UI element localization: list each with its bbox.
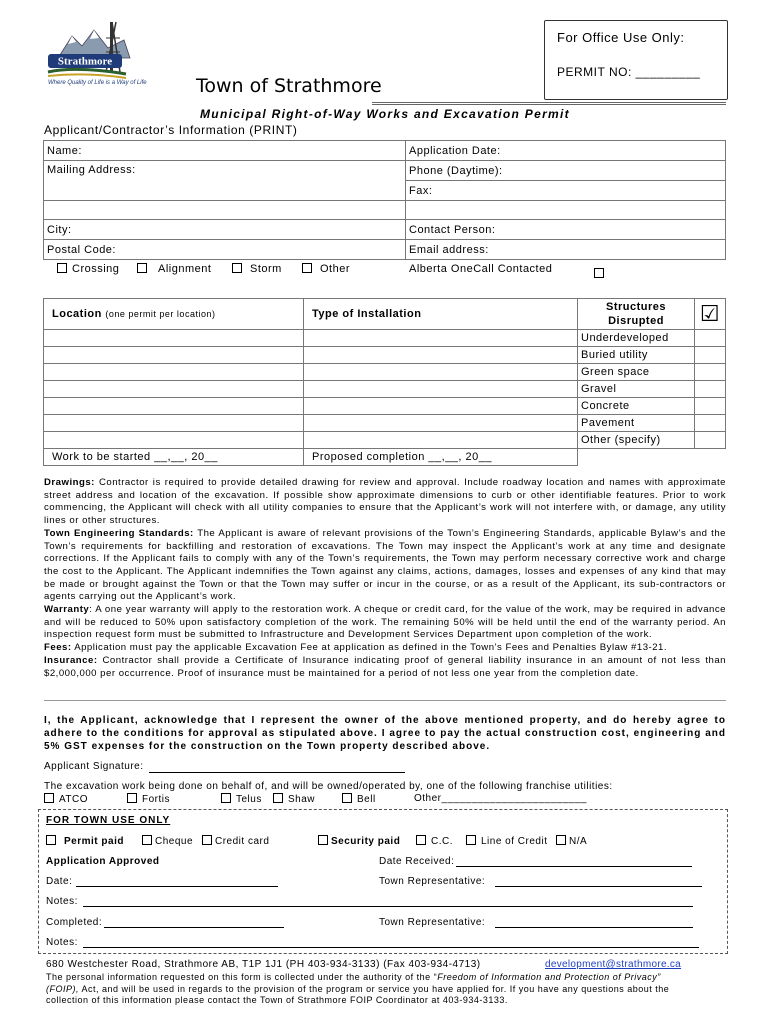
shaw-label: Shaw	[288, 794, 316, 805]
telus-checkbox[interactable]	[221, 793, 231, 803]
structure-item: Buried utility	[578, 347, 695, 364]
application-approved-label: Application Approved	[46, 856, 160, 867]
cc-checkbox[interactable]	[416, 835, 426, 845]
alberta-onecall-checkbox[interactable]	[594, 268, 604, 278]
applicant-signature-label: Applicant Signature:	[44, 761, 144, 772]
crossing-label: Crossing	[72, 263, 120, 275]
structures-header: Structures Disrupted	[578, 299, 695, 330]
location-cell[interactable]	[44, 330, 304, 347]
applicant-info-table	[43, 140, 726, 260]
bell-checkbox[interactable]	[342, 793, 352, 803]
town-rep-label: Town Representative:	[379, 876, 486, 887]
alberta-onecall-label: Alberta OneCall Contacted	[409, 263, 553, 275]
privacy-notice: The personal information requested on this form is collected under the authority of the “Freedom of Information and Protection of Privacy” (FOIP), Act, and will be used in regards to the provision of the program or service you have applied for. If you have any questions about the collection of this information please contact the Town of Strathmore FOIP Coordinator at 403-934-3133.	[46, 972, 670, 1005]
check-mark-icon: ☑	[695, 299, 726, 330]
storm-label: Storm	[250, 263, 282, 275]
security-paid-checkbox[interactable]	[318, 835, 328, 845]
date-label: Date:	[46, 876, 73, 887]
structure-item: Pavement	[578, 415, 695, 432]
notes-label: Notes:	[46, 896, 78, 907]
town-rep-label-2: Town Representative:	[379, 917, 486, 928]
type-header: Type of Installation	[304, 299, 578, 330]
town-name: Town of Strathmore	[196, 75, 382, 97]
other-label: Other	[320, 263, 351, 275]
date-line[interactable]	[76, 886, 278, 887]
form-title: Municipal Right-of-Way Works and Excavation Permit	[200, 107, 570, 121]
mailing-address-field[interactable]: Mailing Address:	[44, 161, 406, 201]
structure-check[interactable]	[695, 415, 726, 432]
structure-item: Concrete	[578, 398, 695, 415]
na-checkbox[interactable]	[556, 835, 566, 845]
contact-person-field[interactable]: Contact Person:	[406, 220, 726, 240]
applicant-signature-line[interactable]	[149, 772, 405, 773]
logo-tagline: Where Quality of Life is a Way of Life	[48, 80, 147, 86]
credit-card-checkbox[interactable]	[202, 835, 212, 845]
permit-no-field[interactable]: PERMIT NO: _________	[557, 65, 701, 79]
application-date-field[interactable]: Application Date:	[406, 141, 726, 161]
bell-label: Bell	[357, 794, 376, 805]
section-title: Applicant/Contractor’s Information (PRINT)	[44, 123, 298, 137]
atco-label: ATCO	[59, 794, 89, 805]
office-use-title: For Office Use Only:	[557, 30, 685, 45]
structure-item: Green space	[578, 364, 695, 381]
footer-address: 680 Westchester Road, Strathmore AB, T1P 1J1 (PH 403-934-3133) (Fax 403-934-4713)	[46, 959, 481, 970]
completed-line[interactable]	[104, 927, 284, 928]
storm-checkbox[interactable]	[232, 263, 242, 273]
other-utility-field[interactable]: Other________________________	[414, 793, 587, 804]
structure-item: Other (specify)	[578, 432, 695, 449]
utilities-text: The excavation work being done on behalf of, and will be owned/operated by, one of the following franchise utilities:	[44, 781, 613, 792]
fax-field[interactable]: Fax:	[406, 181, 726, 201]
terms-conditions: Drawings: Contractor is required to provide detailed drawing for review and approval. Include roadway location and names with approximate street address and location of the excavation. If possible show approximate dimensions to curb or other identifiable features. Prior to work commencing, the Applicant will check with all utility companies to ensure that the Applicant’s work will not interfere with, or damage, any utility lines or other structures. Town Engineering Standards: The Applicant is aware of relevant provisions of the Town’s Engineering Standards, applicable Bylaw’s and the Town’s requirements for backfilling and restoration of excavations. The Town may inspect the Applicant’s work at any time and designate corrections. If the Applicant fails to comply with any of the Town’s requirements, the Town may perform necessary corrective work and charge the cost to the Applicant. The Applicant indemnifies the Town against any claims, actions, damages, losses and expenses of any kind that may be made or brought against the Town or that the Town may suffer or incur in the course, or as a result of the Applicant, its sub-contractors or agents carrying out the Applicant’s work. Warranty: A one year warranty will apply to the restoration work. A cheque or credit card, for the value of the work, may be required in advance and will be reduced to 50% upon satisfactory completion of the work. The remaining 50% will be held until the end of the warranty period. An inspection request form must be submitted to Infrastructure and Development Services Department upon completion of the work. Fees: Application must pay the applicable Excavation Fee at application as defined in the Town’s Fees and Penalties Bylaw #13-21. Insurance: Contractor shall provide a Certificate of Insurance indicating proof of general liability insurance in an amount of not less than $2,000,000 per occurrence. Proof of insurance must be maintained for a period of not less one year from the completion date.	[44, 477, 726, 679]
line-of-credit-checkbox[interactable]	[466, 835, 476, 845]
proposed-completion-field[interactable]: Proposed completion __,__, 20__	[304, 449, 578, 466]
crossing-checkbox[interactable]	[57, 263, 67, 273]
fortis-label: Fortis	[142, 794, 170, 805]
telus-label: Telus	[236, 794, 262, 805]
town-rep-line[interactable]	[495, 886, 702, 887]
structure-check[interactable]	[695, 398, 726, 415]
phone-field[interactable]: Phone (Daytime):	[406, 161, 726, 181]
name-field[interactable]: Name:	[44, 141, 406, 161]
atco-checkbox[interactable]	[44, 793, 54, 803]
structure-check[interactable]	[695, 381, 726, 398]
postal-code-field[interactable]: Postal Code:	[44, 240, 406, 260]
fortis-checkbox[interactable]	[127, 793, 137, 803]
date-received-line[interactable]	[456, 866, 692, 867]
structure-check[interactable]	[695, 364, 726, 381]
other-checkbox[interactable]	[302, 263, 312, 273]
completed-label: Completed:	[46, 917, 103, 928]
structure-check[interactable]	[695, 432, 726, 449]
date-received-label: Date Received:	[379, 856, 455, 867]
location-header: Location (one permit per location)	[44, 299, 304, 330]
permit-paid-checkbox[interactable]	[46, 835, 56, 845]
structure-check[interactable]	[695, 330, 726, 347]
acknowledgement-text: I, the Applicant, acknowledge that I represent the owner of the above mentioned property, and do hereby agree to adhere to the conditions for approval as stipulated above. I agree to pay the actual construction cost, engineering and 5% GST expenses for the construction on the Town property described above.	[44, 715, 726, 752]
notes-label-2: Notes:	[46, 937, 78, 948]
alignment-checkbox[interactable]	[137, 263, 147, 273]
town-use-title: FOR TOWN USE ONLY	[46, 815, 171, 826]
type-cell[interactable]	[304, 330, 578, 347]
notes-line-2[interactable]	[83, 947, 699, 948]
notes-line[interactable]	[83, 906, 693, 907]
logo-text: Strathmore	[57, 55, 113, 68]
shaw-checkbox[interactable]	[273, 793, 283, 803]
location-table	[43, 298, 726, 466]
cheque-checkbox[interactable]	[142, 835, 152, 845]
structure-item: Gravel	[578, 381, 695, 398]
work-started-field[interactable]: Work to be started __,__, 20__	[44, 449, 304, 466]
structure-check[interactable]	[695, 347, 726, 364]
city-field[interactable]: City:	[44, 220, 406, 240]
town-rep-line-2[interactable]	[495, 927, 693, 928]
footer-email-link[interactable]: development@strathmore.ca	[545, 959, 682, 970]
alignment-label: Alignment	[158, 263, 212, 275]
structure-item: Underdeveloped	[578, 330, 695, 347]
email-field[interactable]: Email address:	[406, 240, 726, 260]
